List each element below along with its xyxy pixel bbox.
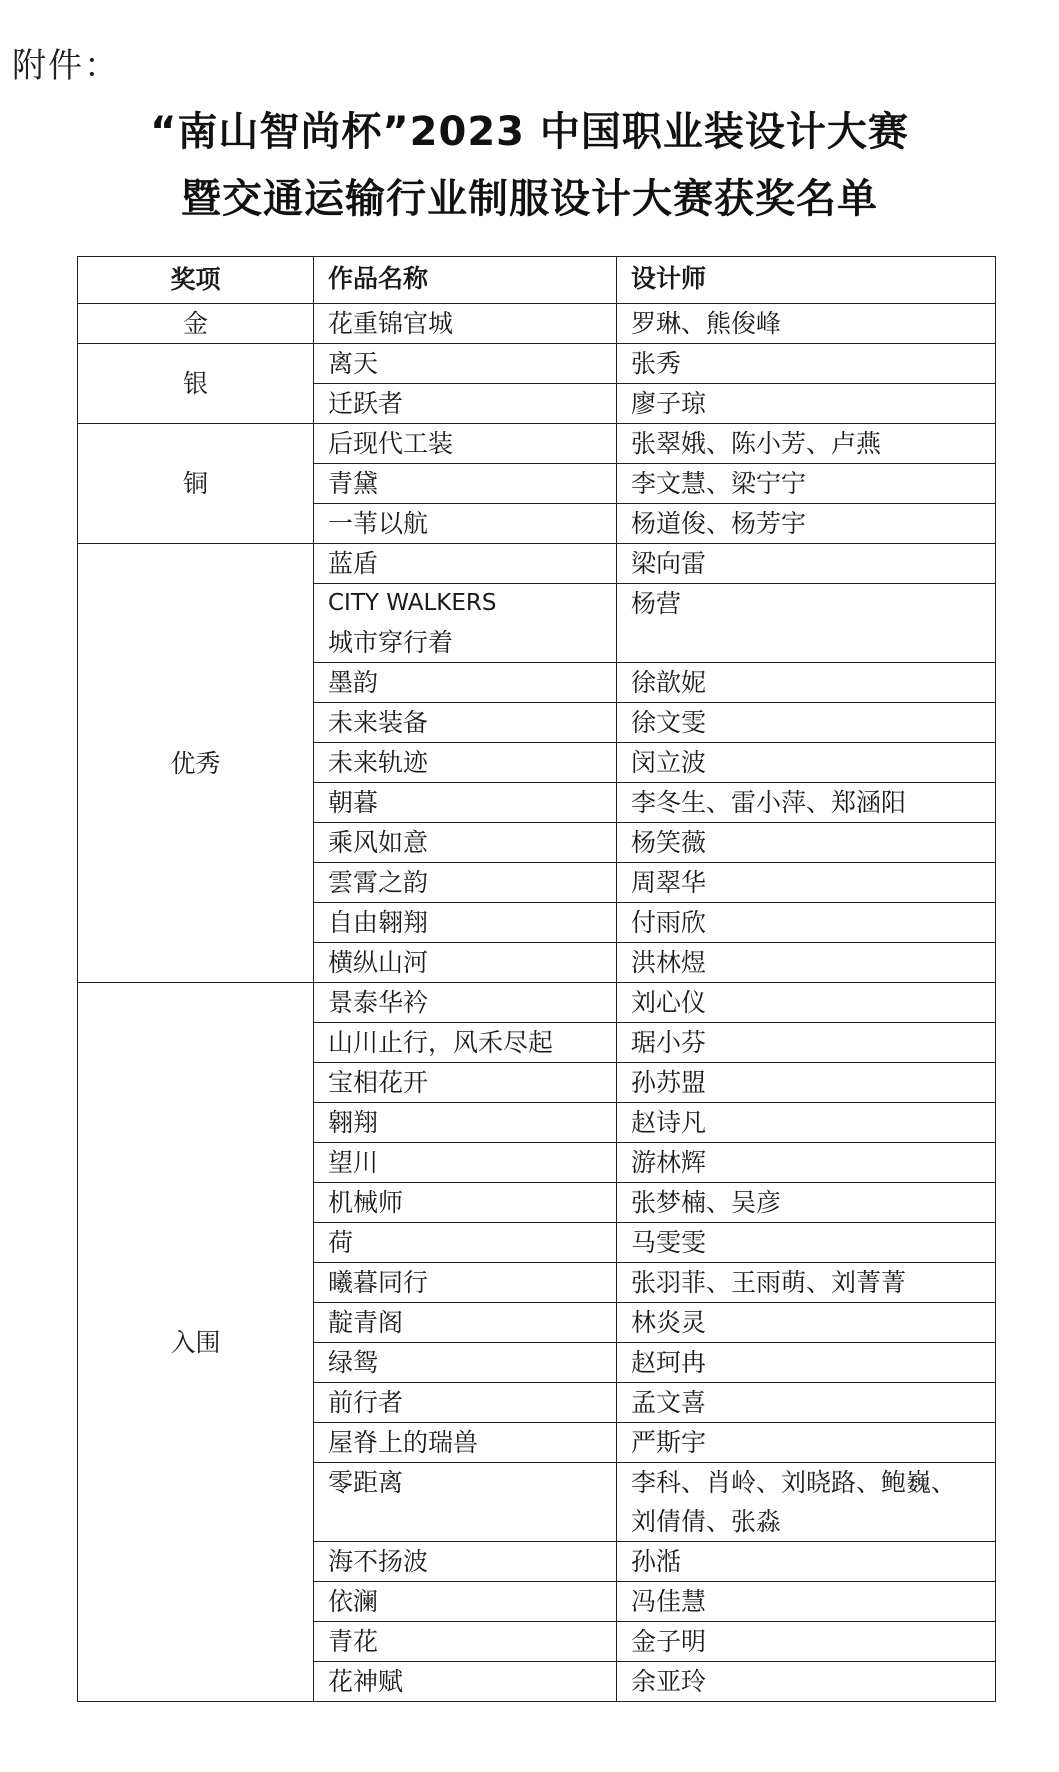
work-title bbox=[314, 584, 617, 663]
designer bbox=[617, 1463, 996, 1542]
work-title: 望川 bbox=[314, 1143, 617, 1183]
work-title: 横纵山河 bbox=[314, 943, 617, 983]
designer: 林炎灵 bbox=[617, 1303, 996, 1343]
work-title: 翱翔 bbox=[314, 1103, 617, 1143]
designer: 张秀 bbox=[617, 344, 996, 384]
designer: 孙苏盟 bbox=[617, 1063, 996, 1103]
header-designer: 设计师 bbox=[617, 257, 996, 304]
designer: 张羽菲、王雨萌、刘菁菁 bbox=[617, 1263, 996, 1303]
work-title: 花神赋 bbox=[314, 1662, 617, 1702]
work-title: 墨韵 bbox=[314, 663, 617, 703]
designer: 付雨欣 bbox=[617, 903, 996, 943]
designer: 琚小芬 bbox=[617, 1023, 996, 1063]
work-title: 绿鸳 bbox=[314, 1343, 617, 1383]
award-winners-table bbox=[77, 256, 996, 1702]
work-title: 零距离 bbox=[314, 1463, 617, 1542]
designer: 马雯雯 bbox=[617, 1223, 996, 1263]
designer: 孙湉 bbox=[617, 1542, 996, 1582]
designer: 李文慧、梁宁宁 bbox=[617, 464, 996, 504]
work-title: 迁跃者 bbox=[314, 384, 617, 424]
award-silver: 银 bbox=[78, 344, 314, 424]
work-title: 靛青阁 bbox=[314, 1303, 617, 1343]
work-title: 海不扬波 bbox=[314, 1542, 617, 1582]
designer: 刘心仪 bbox=[617, 983, 996, 1023]
designer: 徐文雯 bbox=[617, 703, 996, 743]
designer: 张梦楠、吴彦 bbox=[617, 1183, 996, 1223]
work-title: 未来装备 bbox=[314, 703, 617, 743]
designer: 余亚玲 bbox=[617, 1662, 996, 1702]
work-title: 蓝盾 bbox=[314, 544, 617, 584]
work-title: 未来轨迹 bbox=[314, 743, 617, 783]
designer: 廖子琼 bbox=[617, 384, 996, 424]
work-title-line-1: CITY WALKERS bbox=[328, 590, 497, 616]
designer: 金子明 bbox=[617, 1622, 996, 1662]
designer: 杨道俊、杨芳宇 bbox=[617, 504, 996, 544]
designer: 闵立波 bbox=[617, 743, 996, 783]
work-title: 雲霄之韵 bbox=[314, 863, 617, 903]
designer: 洪林煜 bbox=[617, 943, 996, 983]
work-title: 荷 bbox=[314, 1223, 617, 1263]
work-title: 离天 bbox=[314, 344, 617, 384]
award-gold: 金 bbox=[78, 304, 314, 344]
table-row bbox=[78, 983, 996, 1023]
work-title: 乘风如意 bbox=[314, 823, 617, 863]
award-finalist: 入围 bbox=[78, 983, 314, 1702]
work-title-line-2: 城市穿行着 bbox=[328, 628, 454, 657]
work-title: 后现代工装 bbox=[314, 424, 617, 464]
designer: 赵诗凡 bbox=[617, 1103, 996, 1143]
work-title: 青黛 bbox=[314, 464, 617, 504]
work-title: 山川止行，风禾尽起 bbox=[314, 1023, 617, 1063]
designer: 杨笑薇 bbox=[617, 823, 996, 863]
table-header-row bbox=[78, 257, 996, 304]
work-title: 青花 bbox=[314, 1622, 617, 1662]
table-row bbox=[78, 304, 996, 344]
document-title-line-2: 暨交通运输行业制服设计大赛获奖名单 bbox=[181, 176, 878, 222]
work-title: 依澜 bbox=[314, 1582, 617, 1622]
work-title: 一苇以航 bbox=[314, 504, 617, 544]
attachment-label: 附件： bbox=[12, 46, 120, 86]
header-work-title: 作品名称 bbox=[314, 257, 617, 304]
work-title: 景泰华衿 bbox=[314, 983, 617, 1023]
table-row bbox=[78, 344, 996, 384]
work-title: 自由翱翔 bbox=[314, 903, 617, 943]
work-title: 曦暮同行 bbox=[314, 1263, 617, 1303]
designer: 游林辉 bbox=[617, 1143, 996, 1183]
designer: 罗琳、熊俊峰 bbox=[617, 304, 996, 344]
work-title: 朝暮 bbox=[314, 783, 617, 823]
designer-line-2: 刘倩倩、张淼 bbox=[631, 1507, 782, 1536]
work-title: 机械师 bbox=[314, 1183, 617, 1223]
award-excellence: 优秀 bbox=[78, 544, 314, 983]
table-row bbox=[78, 544, 996, 584]
designer: 李冬生、雷小萍、郑涵阳 bbox=[617, 783, 996, 823]
designer-line-1: 李科、肖岭、刘晓路、鲍巍、 bbox=[631, 1468, 957, 1497]
work-title: 宝相花开 bbox=[314, 1063, 617, 1103]
work-title: 花重锦官城 bbox=[314, 304, 617, 344]
work-title: 屋脊上的瑞兽 bbox=[314, 1423, 617, 1463]
designer: 孟文喜 bbox=[617, 1383, 996, 1423]
work-title: 前行者 bbox=[314, 1383, 617, 1423]
table-row bbox=[78, 424, 996, 464]
document-title-line-1: “南山智尚杯”2023 中国职业装设计大赛 bbox=[150, 109, 909, 155]
designer: 徐歆妮 bbox=[617, 663, 996, 703]
designer: 杨营 bbox=[617, 584, 996, 663]
award-bronze: 铜 bbox=[78, 424, 314, 544]
designer: 赵珂冉 bbox=[617, 1343, 996, 1383]
header-award: 奖项 bbox=[78, 257, 314, 304]
designer: 梁向雷 bbox=[617, 544, 996, 584]
designer: 张翠娥、陈小芳、卢燕 bbox=[617, 424, 996, 464]
designer: 严斯宇 bbox=[617, 1423, 996, 1463]
designer: 冯佳慧 bbox=[617, 1582, 996, 1622]
designer: 周翠华 bbox=[617, 863, 996, 903]
